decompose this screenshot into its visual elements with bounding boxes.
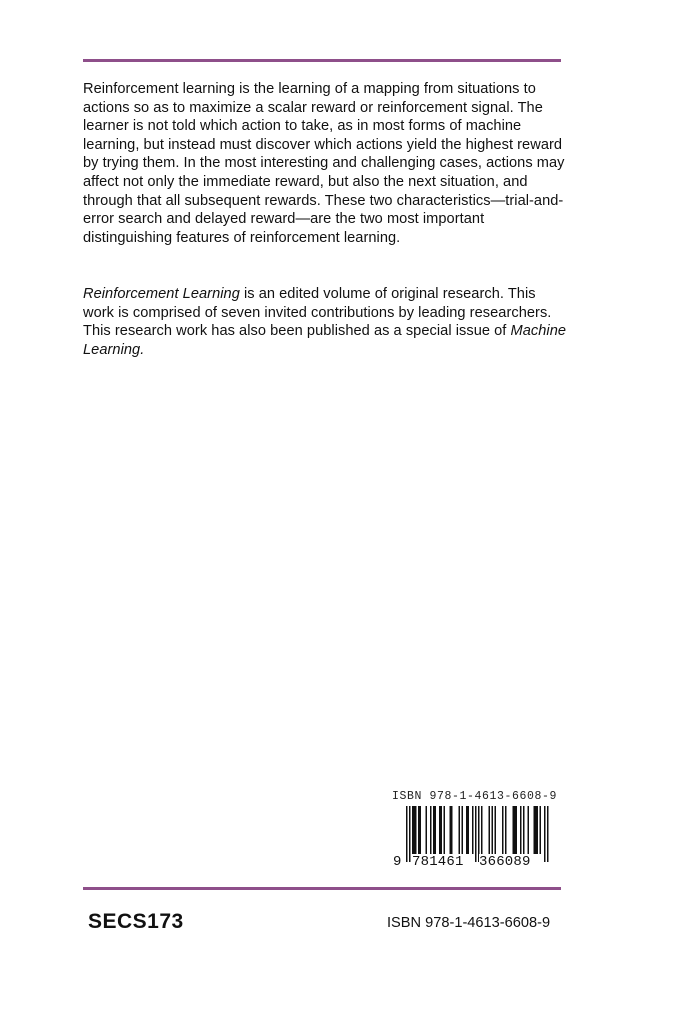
barcode-bar [502,806,504,854]
barcode-bar [520,806,522,854]
barcode-bar [433,806,435,854]
barcode-bar [426,806,428,854]
barcode-bar [492,806,494,854]
barcode-bar [535,806,537,854]
journal-title: Machine Learning. [83,323,567,358]
barcode-bar [450,806,452,854]
footer-isbn: ISBN 978-1-4613-6608-9 [387,915,551,931]
barcode-bar [466,806,468,854]
barcode-bar [430,806,432,854]
barcode-bar [489,806,491,854]
barcode-bar [495,806,497,854]
barcode-bar [420,806,422,854]
paragraph-1-text: Reinforcement learning is the learning of a mapping from situations to actions so as to maximize a scalar reward or reinforcement signal. The learner is not told which action to take, as in most forms of machine learning, but instead must discover which actions yield the highest reward by trying them. In the most interesting and challenging cases, actions may affect not only the immediate reward, but also the next situation, and through that all subsequent rewards. These two characteristics—trial-and-error search and delayed reward—are the two most important distinguishing features of reinforcement learning. [83,81,565,246]
barcode-digits-right: 366089 [479,854,531,870]
barcode-bar [462,806,464,854]
top-rule [83,59,561,62]
barcode-bar [412,806,414,854]
barcode-block [392,790,558,882]
description-paragraph-1 [83,80,568,247]
barcode-bar [451,806,453,854]
barcode-bar [540,806,542,854]
barcode-bar [505,806,507,854]
barcode-bar [444,806,446,854]
barcode-bar [513,806,515,854]
barcode-digits [392,854,552,872]
barcode-bar [523,806,525,854]
barcode-bar [472,806,474,854]
barcode-bar [439,806,441,854]
barcode-bar [528,806,530,854]
barcode-bar [441,806,443,854]
barcode-isbn-label: ISBN 978-1-4613-6608-9 [392,790,558,803]
barcode-bar [537,806,539,854]
description-paragraph-2 [83,285,568,359]
barcode-bar [415,806,417,854]
barcode-bar [481,806,483,854]
barcode-bar [459,806,461,854]
book-title: Reinforcement Learning [83,286,240,302]
barcode-bar [514,806,516,854]
barcode-bar [468,806,470,854]
barcode-bar [418,806,420,854]
bottom-rule [83,887,561,890]
barcode-bar [414,806,416,854]
barcode-digits-left: 781461 [412,854,464,870]
barcode-digit-first: 9 [393,854,402,870]
barcode-bar [516,806,518,854]
paragraph-2-text-a: is an edited volume of original research. This work is comprised of seven invited contributions by leading researchers. This research work has also been published as a special issue of [83,286,552,340]
barcode-bar [534,806,536,854]
series-code: SECS173 [88,910,184,933]
barcode-bar [435,806,437,854]
